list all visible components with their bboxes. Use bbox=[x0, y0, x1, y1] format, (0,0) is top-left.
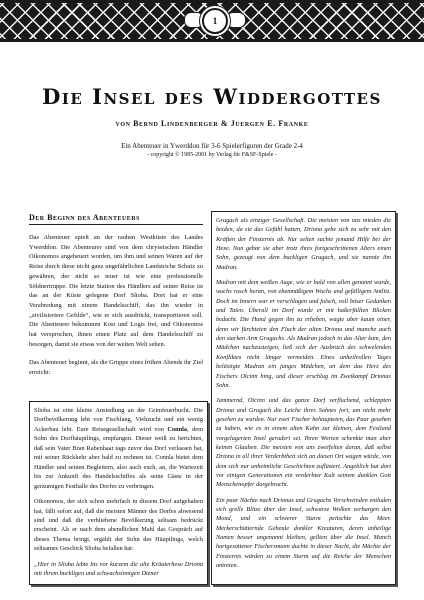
intro-paragraph: Das Abenteuer beginnt, als die Gruppe eines frühen Abends ihr Ziel erreicht: bbox=[29, 359, 203, 377]
read-aloud-paragraph: „Hier in Slioba lebte bis vor kurzem die alte Kräuterhexe Driona mit ihrem buckligen und schwachsinnigen Diener bbox=[34, 560, 203, 578]
intro-paragraph: Das Abenteuer spielt an der rauhen Westküste des Landes Ywerddon. Die Abenteurer sind von dem chryseischen Händler Oikonomos angeheuert worden, um ihm und seinen Waren auf der Reise durch diese nicht ganz ungefährlichen Landstriche Schutz zu gewähren, der nicht so teuer ist wie eine professionelle Söldnertruppe. Die letzte Station des Händlers auf seiner Reise ist das an der Küste gelegene Dorf Slioba. Dort hat er eine Verabredung mit einem Handelsschiff, das ihn wieder in „zivilisiertere Gefilde“, wie er sich ausdrückt, transportieren soll. Die Abenteurer bekommen Kost und Logis frei, und Oikonomos hat versprochen, ihnen einen Platz auf dem Handelsschiff zu besorgen, damit sie etwas von der weiten Welt sehen. bbox=[29, 234, 203, 348]
read-aloud-paragraph bbox=[34, 406, 203, 491]
read-aloud-paragraph: Oikonomos, der sich schon mehrfach in diesem Dorf aufgehalten hat, fällt sofort auf, daß die meisten Männer des Dorfes abwesend sind und daß die verbliebene Bevölkerung seltsam bedrückt erscheint. Als er nach dem abendlichen Mahl das Gespräch auf dieses Thema bringt, ergählt der Sohn des Häuptlings, welch seltsames Geschick Slioba befallen hat: bbox=[34, 498, 203, 553]
knot-ornament-left-icon bbox=[184, 12, 204, 28]
header-band-edge-top bbox=[0, 0, 424, 3]
section-heading: Der Beginn des Abenteuers bbox=[29, 213, 140, 222]
read-aloud-box-left bbox=[29, 401, 208, 585]
read-aloud-paragraph: Jammernd, Oïcinn und das ganze Dorf verfluchend, schleppten Driona und Grugach die Leiche ihres Sohnes fort, um nicht mehr gesehen zu warden. Nur zwei Fischer behaupteten, das Paar gesehen zu haben, wie es in einem alten Kahn zur kleinen, dem Festland vorgelagerten Insel gerudert sei. Ihren Worten schenkte man aber keinen Glauben. Die meisten von uns zweifelten daran, daß selbst Driona in all ihrer Verderbtheit sich an diesen Ort wagen würde, von dem sich nur unheimliche Geschichten zuflüstert. Angeblich hat dort vor einigen Generationen ein verderbter Kult seinem dunklen Gott Menschenopfer dargebracht. bbox=[216, 397, 391, 489]
copyright-line: - copyright © 1985-2001 by Verlag für F&SF-Spiele - bbox=[147, 152, 277, 158]
read-aloud-box-right bbox=[211, 211, 396, 585]
knot-ornament-right-icon bbox=[226, 12, 246, 28]
read-aloud-paragraph: Ein paar Nächte nach Drionas und Grugachs Verschwinden entluden sich grelle Blitze über der Insel, schwarze Wolken verbargen den Mond, und ein schwerer Sturm peitschte das Meer. Merkerschütternde Geheule donkler Kreaturen, deren unheilige Namen besser ungenannt bleiben, gellten über die Insel. Manch hartgesottener Fischersmann duchte in dieser Nacht, die Mächte der Finsternis würden zu einem Sturm auf die Reiche der Menschen antreten. bbox=[216, 496, 391, 570]
adventure-subtitle: Ein Abenteuer in Ywerddon für 3-6 Spielerfiguren der Grade 2-4 bbox=[121, 142, 303, 150]
character-name-connla: Connla bbox=[167, 425, 188, 433]
text-run: , dem Sohn des Dorfhäuptlings, empfangen. Dieser weiß zu berichten, daß sein Vater Bran Rabenhaar tags zuvor das Dorf verlassen hat, mit seiner Rückkehr aber bald zu rechnen ist. Connla bietet dem Händler und seinen Begleitern, also auch euch, an, die Wartezeit bis zur Ankunft des Handelsschiffes als seine Gäste in der geräumigen Festhalle des Dorfes zu verbringen. bbox=[34, 425, 203, 490]
authors-line: von Bernd Lindenberger & Juergen E. Franke bbox=[115, 119, 309, 128]
section-heading-rule bbox=[29, 224, 203, 225]
page-number: 1 bbox=[212, 16, 218, 26]
text-run: Slioba ist eine kleine Ansiedlung an der Grimfeuerbucht. Die Dorfbevölkerung lebt von Fischfang, Viehzucht und ein wenig Ackerbau lebt. Eure Reisegesellschaft wird von bbox=[34, 407, 203, 433]
header-band-edge-bottom bbox=[0, 39, 424, 42]
intro-text bbox=[29, 233, 203, 387]
page-title: Die Insel des Widdergottes bbox=[42, 84, 382, 109]
read-aloud-paragraph: Grugach als einziger Gesellschaft. Die meisten von uns mieden die beiden, da sie das Gefühl hatten, Driona gebe sich zu sehr mit den Kräften der Finsternis ab. Nur selten suchte jemand Hilfe bei der Hexe. Nun gebar sie aber trotz ihres fortgeschrittenen Alters einen Sohn, gezeugt von dem buckligen Grugach, und sie nannte ihn Madran. bbox=[216, 217, 391, 271]
page-number-badge bbox=[202, 8, 228, 34]
read-aloud-paragraph: Madran mit dem weißen Auge, wie er bald von allen genannt wurde, wuchs rasch heran, von ebenmäßigem Wuchs und gefälligem Antlitz. Doch im Innern war er verschlagen und falsch, voll böser Gedanken und Taten. Überall im Dorf wurde er mit haßerfüllten Blicken bedacht. Die Hand gegen ihn zu erheben, wagte aber kaum einer, denn wir fürchteten den Fluch der alten Driona und manche auch den starken Arm Grugachs. Als Madran jedoch in das Alter kam, den Mädchen nachzusteigen, ließ sich der Ausbruch des schwelenden Konfliktes nicht länger vermeiden. Eines unheilvollen Tages belästigte Madran ein junges Mädchen, an dem das Herz des Fischers Oïcinn hing, und dieser erschlug im Zweikampf Drionas Sohn. bbox=[216, 279, 391, 389]
